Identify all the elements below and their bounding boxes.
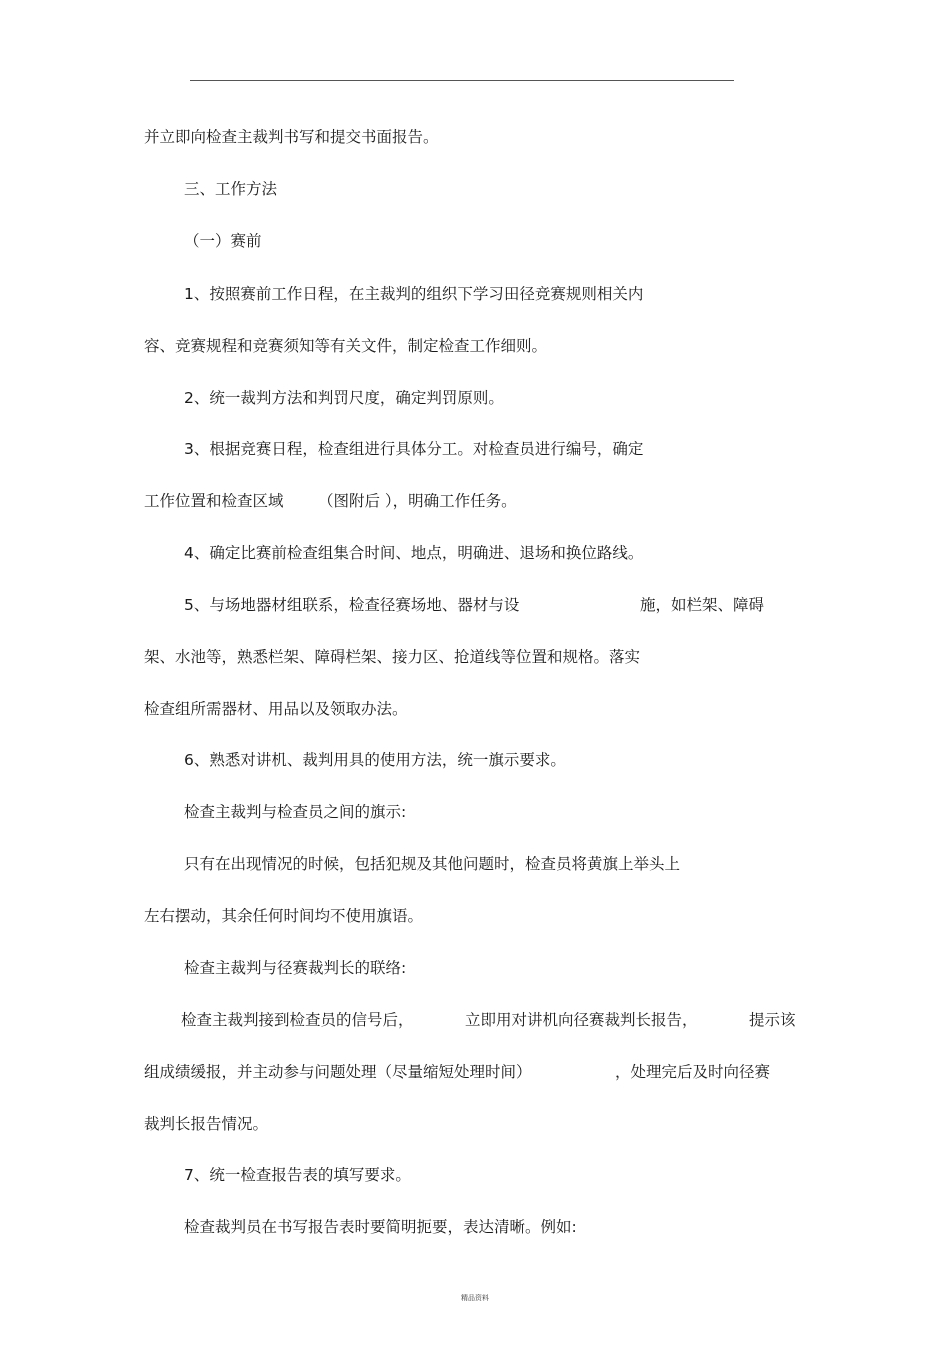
text-line: 6、熟悉对讲机、裁判用具的使用方法，统一旗示要求。: [184, 751, 566, 769]
text-line: 5、与场地器材组联系，检查径赛场地、器材与设: [184, 596, 520, 614]
text-line: 工作位置和检查区域: [144, 492, 284, 510]
text-line: 只有在出现情况的时候，包括犯规及其他问题时，检查员将黄旗上举头上: [184, 855, 681, 873]
text-line: 容、竞赛规程和竞赛须知等有关文件，制定检查工作细则。: [144, 337, 548, 355]
text-line: 左右摆动，其余任何时间均不使用旗语。: [144, 907, 424, 925]
text-line: 检查组所需器材、用品以及领取办法。: [144, 700, 408, 718]
text-line: 裁判长报告情况。: [144, 1115, 269, 1133]
text-line: 1、按照赛前工作日程，在主裁判的组织下学习田径竞赛规则相关内: [184, 285, 644, 303]
page-footer: 精品资料: [461, 1294, 489, 1302]
text-line: 3、根据竞赛日程，检查组进行具体分工。对检查员进行编号，确定: [184, 440, 644, 458]
text-line: 检查裁判员在书写报告表时要简明扼要，表达清晰。例如:: [184, 1218, 577, 1236]
section-heading: 三、工作方法: [184, 180, 278, 198]
text-line: （图附后 ），明确工作任务。: [318, 492, 517, 510]
text-line: 检查主裁判与检查员之间的旗示:: [184, 803, 407, 821]
header-rule: [190, 80, 734, 81]
text-line: 4、确定比赛前检查组集合时间、地点，明确进、退场和换位路线。: [184, 544, 644, 562]
text-line: 立即用对讲机向径赛裁判长报告，: [465, 1011, 698, 1029]
text-line: 施，如栏架、障碍: [640, 596, 765, 614]
subsection-heading: （一）赛前: [184, 232, 262, 250]
text-line: 组成绩缓报，并主动参与问题处理（尽量缩短处理时间）: [144, 1063, 532, 1081]
text-line: 2、统一裁判方法和判罚尺度，确定判罚原则。: [184, 389, 504, 407]
text-line: 检查主裁判接到检查员的信号后，: [181, 1011, 414, 1029]
text-line: 并立即向检查主裁判书写和提交书面报告。: [144, 128, 439, 146]
text-line: 提示该: [749, 1011, 796, 1029]
text-line: ，处理完后及时向径赛: [615, 1063, 771, 1081]
text-line: 架、水池等，熟悉栏架、障碍栏架、接力区、抢道线等位置和规格。落实: [144, 648, 641, 666]
text-line: 7、统一检查报告表的填写要求。: [184, 1166, 411, 1184]
text-line: 检查主裁判与径赛裁判长的联络:: [184, 959, 407, 977]
